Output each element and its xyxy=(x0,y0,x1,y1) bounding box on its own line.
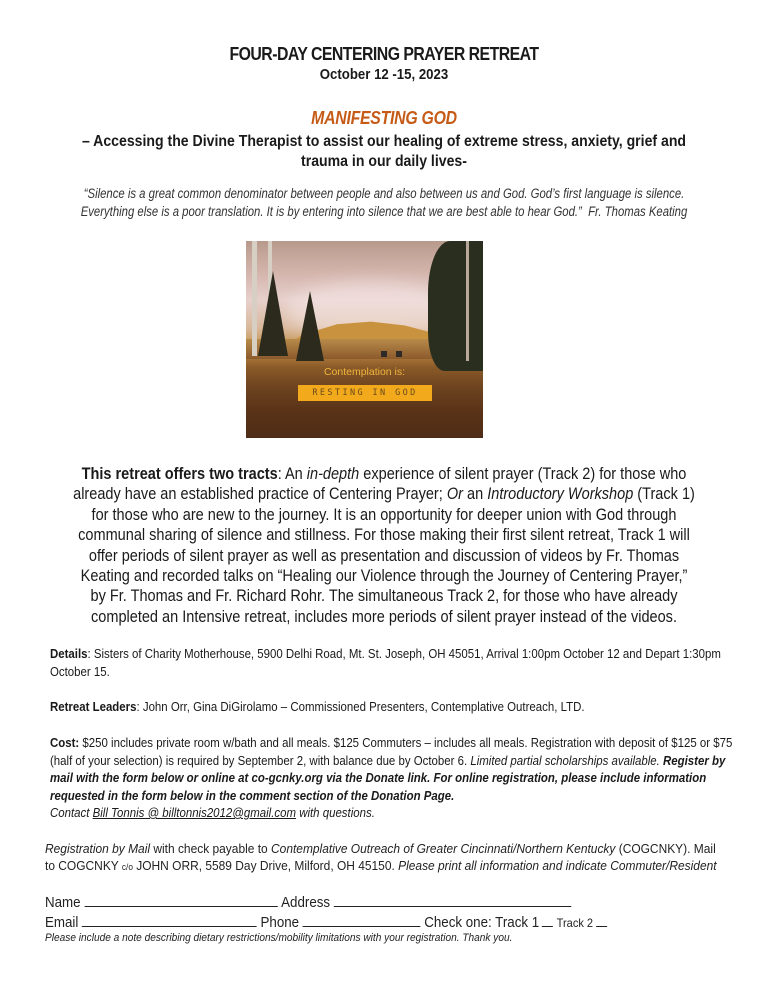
text: Or xyxy=(446,485,463,504)
registration-heading: Registration by Mail xyxy=(45,841,151,856)
text: an xyxy=(462,485,488,504)
print-instruction: Please print all information and indicate Commuter/Resident xyxy=(398,858,717,873)
check-one-label: Check one: Track 1 xyxy=(424,915,540,931)
right-trees xyxy=(428,241,483,371)
track2-label: Track 2 xyxy=(556,916,594,930)
text: with questions. xyxy=(296,805,375,820)
scholarship-note: Limited partial scholarships available. xyxy=(470,752,660,768)
keating-quote xyxy=(61,185,706,221)
phone-field[interactable] xyxy=(303,912,421,927)
leaders-paragraph xyxy=(50,698,728,716)
name-label: Name xyxy=(45,895,81,911)
chair xyxy=(396,351,402,357)
email-field[interactable] xyxy=(82,912,257,927)
cost-text: $250 includes private room w/bath and all meals. $125 Commuters – includes all meals. Registration with deposit of $125 or $75 (half of your selection) is required by September 2, with balance due by October 6. xyxy=(50,735,733,768)
form-row-email-phone xyxy=(45,912,607,933)
phone-label: Phone xyxy=(260,915,300,931)
track2-checkbox[interactable] xyxy=(596,914,607,927)
contemplation-image xyxy=(246,241,483,438)
text: (Track 1) for those who are new to the journey. It is an opportunity for deeper union with God through communal sharing of silence and stillness. For those making their first silent retreat, Track 1 will offer periods of silent prayer as well as presentation and discussion of videos by Fr. Thomas Keating and recorded talks on “Healing our Violence through the Journey of Centering Prayer,” by Fr. Thomas and Fr. Richard Rohr. The simultaneous Track 2, for those who have already completed an Intensive retreat, includes more periods of silent prayer instead of the videos. xyxy=(78,485,695,626)
retreat-dates: October 12 -15, 2023 xyxy=(319,66,449,83)
quote-attribution: Fr. Thomas Keating xyxy=(588,204,688,219)
quote-line-2: Everything else is a poor translation. It is by entering into silence that we are best able to hear God.” xyxy=(80,204,582,219)
tracks-description xyxy=(72,464,695,627)
dietary-footnote: Please include a note describing dietary restrictions/mobility limitations with your registration. Thank you. xyxy=(45,932,513,944)
cost-paragraph xyxy=(50,734,736,822)
care-of: c/o xyxy=(121,862,133,872)
address-label: Address xyxy=(281,895,331,911)
contact-email-link[interactable]: Bill Tonnis @ billtonnis2012@gmail.com xyxy=(92,805,297,820)
text: experience of silent prayer (Track 2) for those who already have an established practice of Centering Prayer; xyxy=(73,465,687,504)
retreat-theme: MANIFESTING GOD xyxy=(311,108,457,128)
text: (COGCNKY). Mail to COGCNKY xyxy=(45,841,716,873)
leaders-text: : John Orr, Gina DiGirolamo – Commissioned Presenters, Contemplative Outreach, LTD. xyxy=(136,699,585,714)
text: Contact xyxy=(50,805,93,820)
text: Introductory Workshop xyxy=(487,485,634,504)
details-label: Details xyxy=(50,646,88,661)
pine-tree xyxy=(258,271,288,356)
image-banner: RESTING IN GOD xyxy=(298,385,432,401)
birch-trunk xyxy=(466,241,469,361)
text: : An xyxy=(277,465,307,483)
leaders-label: Retreat Leaders xyxy=(50,699,137,714)
payee: Contemplative Outreach of Greater Cincinnati/Northern Kentucky xyxy=(271,841,616,856)
details-paragraph xyxy=(50,645,728,680)
form-row-name-address xyxy=(45,892,575,913)
birch-trunk xyxy=(252,241,257,356)
details-text: : Sisters of Charity Motherhouse, 5900 Delhi Road, Mt. St. Joseph, OH 45051, Arrival 1:00pm October 12 and Depart 1:30pm October 15. xyxy=(50,646,721,679)
address-field[interactable] xyxy=(334,892,571,907)
register-instructions: Register by mail with the form below or online at co-gcnky.org via the Donate link. For online registration, please include information requested in the form below in the comment section of the Donation Page. xyxy=(50,752,726,803)
track1-checkbox[interactable] xyxy=(542,914,553,927)
retreat-title: FOUR-DAY CENTERING PRAYER RETREAT xyxy=(229,44,539,64)
text: in-depth xyxy=(306,465,360,483)
mailing-address: JOHN ORR, 5589 Day Drive, Milford, OH 45150. xyxy=(132,858,399,873)
cost-label: Cost: xyxy=(50,735,80,750)
text: with check payable to xyxy=(150,841,272,856)
name-field[interactable] xyxy=(84,892,277,907)
quote-line-1: “Silence is a great common denominator between people and also between us and God. God’s first language is silence. xyxy=(83,186,685,201)
image-caption: Contemplation is: xyxy=(323,366,406,378)
tracks-lead: This retreat offers two tracts xyxy=(81,465,278,483)
email-label: Email xyxy=(45,915,79,931)
chair xyxy=(381,351,387,357)
registration-intro xyxy=(45,840,726,876)
retreat-subtitle: – Accessing the Divine Therapist to assist our healing of extreme stress, anxiety, grief and trauma in our daily lives- xyxy=(81,133,687,170)
